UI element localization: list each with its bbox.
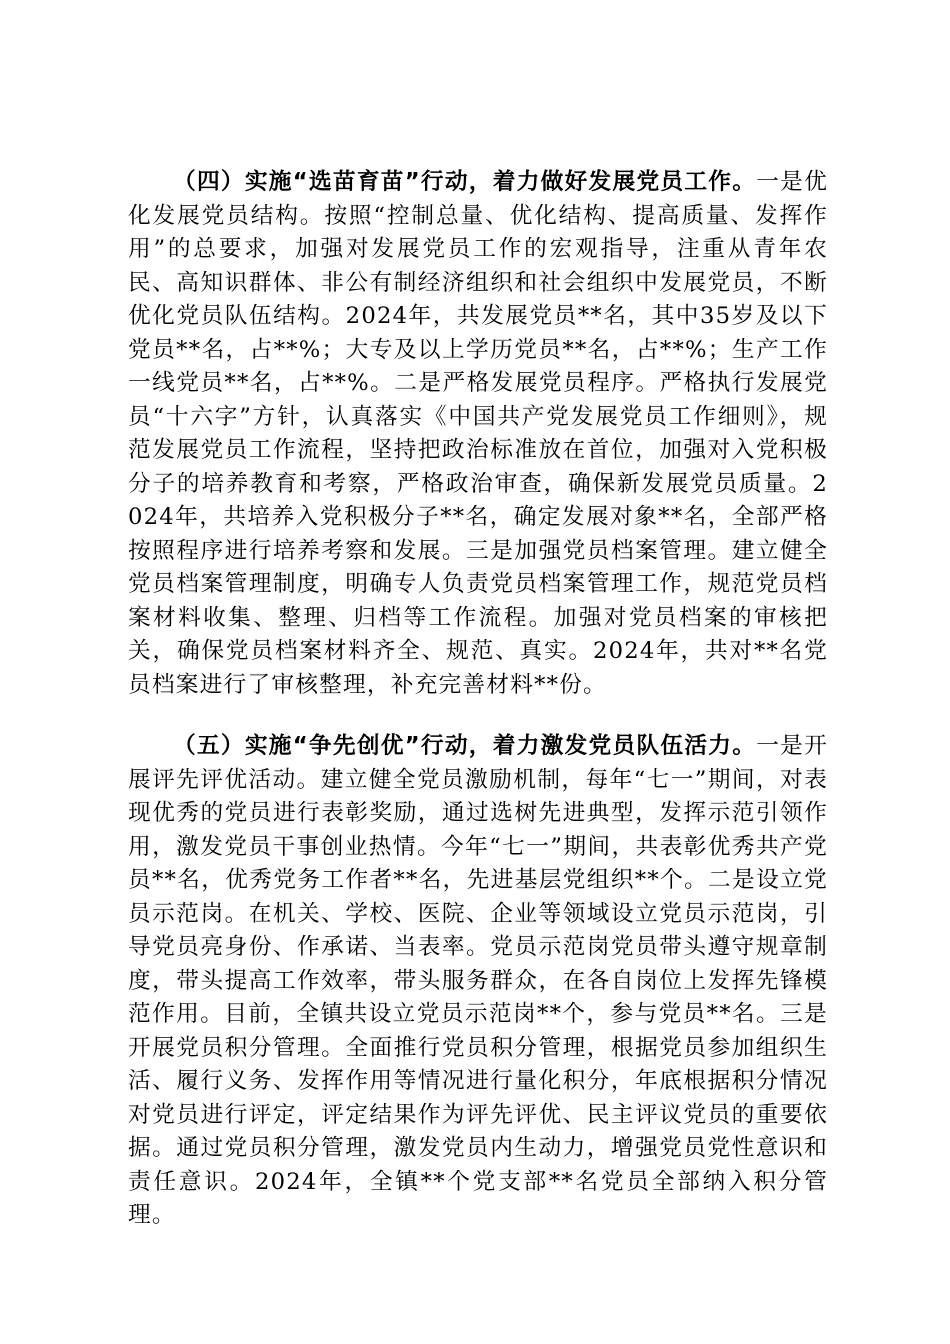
section-4-heading: （四）实施“选苗育苗”行动，着力做好发展党员工作。 — [173, 169, 757, 195]
section-5-paragraph — [128, 730, 828, 1233]
document-page — [128, 166, 828, 1233]
section-5-body: 一是开展评先评优活动。建立健全党员激励机制，每年“七一”期间，对表现优秀的党员进行表彰奖励，通过选树先进典型，发挥示范引领作用，激发党员干事创业热情。今年“七一”期间，共表彰优秀共产党员**名，优秀党务工作者**名，先进基层党组织**个。二是设立党员示范岗。在机关、学校、医院、企业等领域设立党员示范岗，引导党员亮身份、作承诺、当表率。党员示范岗党员带头遵守规章制度，带头提高工作效率，带头服务群众，在各自岗位上发挥先锋模范作用。目前，全镇共设立党员示范岗**个，参与党员**名。三是开展党员积分管理。全面推行党员积分管理，根据党员参加组织生活、履行义务、发挥作用等情况进行量化积分，年底根据积分情况对党员进行评定，评定结果作为评先评优、民主评议党员的重要依据。通过党员积分管理，激发党员内生动力，增强党员党性意识和责任意识。2024年，全镇**个党支部**名党员全部纳入积分管理。 — [128, 733, 828, 1228]
section-4-body: 一是优化发展党员结构。按照“控制总量、优化结构、提高质量、发挥作用”的总要求，加强对发展党员工作的宏观指导，注重从青年农民、高知识群体、非公有制经济组织和社会组织中发展党员，不断优化党员队伍结构。2024年，共发展党员**名，其中35岁及以下党员**名，占**%；大专及以上学历党员**名，占**%；生产工作一线党员**名，占**%。二是严格发展党员程序。严格执行发展党员“十六字”方针，认真落实《中国共产党发展党员工作细则》，规范发展党员工作流程，坚持把政治标准放在首位，加强对入党积极分子的培养教育和考察，严格政治审查，确保新发展党员质量。2024年，共培养入党积极分子**名，确定发展对象**名，全部严格按照程序进行培养考察和发展。三是加强党员档案管理。建立健全党员档案管理制度，明确专人负责党员档案管理工作，规范党员档案材料收集、整理、归档等工作流程。加强对党员档案的审核把关，确保党员档案材料齐全、规范、真实。2024年，共对**名党员档案进行了审核整理，补充完善材料**份。 — [128, 169, 828, 698]
section-4-paragraph — [128, 166, 828, 702]
section-5-heading: （五）实施“争先创优”行动，着力激发党员队伍活力。 — [173, 733, 757, 759]
